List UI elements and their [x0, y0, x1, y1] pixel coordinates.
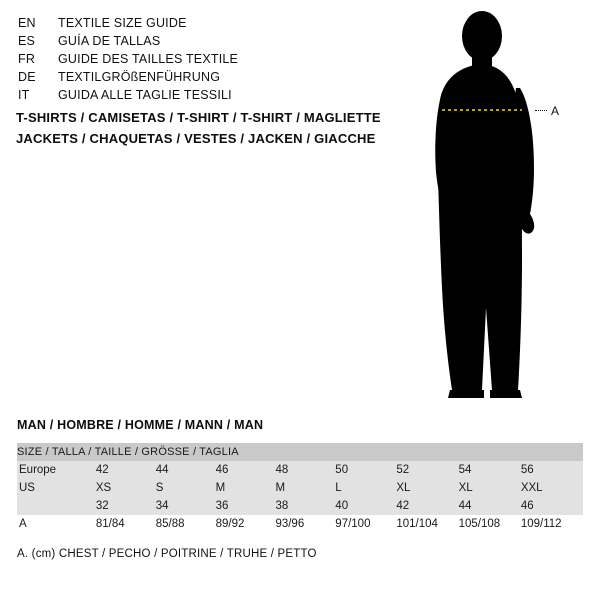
cell: 52: [396, 461, 458, 479]
cell: XS: [96, 479, 156, 497]
language-row: [18, 52, 378, 70]
cell: M: [275, 479, 335, 497]
table-row: [17, 479, 583, 497]
table-row: [17, 461, 583, 479]
cell: L: [335, 479, 396, 497]
footnote: A. (cm) CHEST / PECHO / POITRINE / TRUHE / PETTO: [17, 548, 317, 560]
language-text: GUÍA DE TALLAS: [58, 34, 161, 48]
cell: 93/96: [275, 515, 335, 533]
language-row: [18, 70, 378, 88]
row-label-us-numeric: [17, 497, 96, 515]
size-table: [17, 443, 583, 533]
cell: 101/104: [396, 515, 458, 533]
measure-leader-line: [535, 110, 547, 111]
gender-heading: MAN / HOMBRE / HOMME / MANN / MAN: [17, 418, 264, 432]
cell: 44: [156, 461, 216, 479]
cell: XXL: [521, 479, 583, 497]
row-label-a: A: [17, 515, 96, 533]
language-list: [18, 16, 378, 106]
measure-label-a: A: [551, 104, 560, 118]
table-row: [17, 515, 583, 533]
table-row: [17, 497, 583, 515]
cell: 44: [459, 497, 521, 515]
cell: 56: [521, 461, 583, 479]
cell: M: [216, 479, 276, 497]
cell: 81/84: [96, 515, 156, 533]
table-header-row: [17, 443, 583, 461]
cell: 89/92: [216, 515, 276, 533]
cell: 40: [335, 497, 396, 515]
language-row: [18, 88, 378, 106]
cell: 46: [521, 497, 583, 515]
cell: 97/100: [335, 515, 396, 533]
table-header-label: SIZE / TALLA / TAILLE / GRÖSSE / TAGLIA: [17, 443, 583, 461]
cell: 42: [96, 461, 156, 479]
cell: 34: [156, 497, 216, 515]
category-tshirts: T-SHIRTS / CAMISETAS / T-SHIRT / T-SHIRT / MAGLIETTE: [16, 110, 381, 125]
language-code: FR: [18, 52, 36, 66]
cell: 105/108: [459, 515, 521, 533]
cell: 36: [216, 497, 276, 515]
cell: 38: [275, 497, 335, 515]
cell: S: [156, 479, 216, 497]
language-row: [18, 34, 378, 52]
language-text: TEXTILE SIZE GUIDE: [58, 16, 187, 30]
cell: 42: [396, 497, 458, 515]
language-code: ES: [18, 34, 36, 48]
cell: 50: [335, 461, 396, 479]
cell: 48: [275, 461, 335, 479]
language-code: IT: [18, 88, 30, 102]
cell: 54: [459, 461, 521, 479]
cell: XL: [459, 479, 521, 497]
language-text: GUIDE DES TAILLES TEXTILE: [58, 52, 239, 66]
cell: 109/112: [521, 515, 583, 533]
row-label-us: US: [17, 479, 96, 497]
language-text: TEXTILGRÖßENFÜHRUNG: [58, 70, 221, 84]
category-jackets: JACKETS / CHAQUETAS / VESTES / JACKEN / GIACCHE: [16, 131, 376, 146]
cell: XL: [396, 479, 458, 497]
cell: 85/88: [156, 515, 216, 533]
cell: 32: [96, 497, 156, 515]
body-silhouette: [410, 8, 590, 398]
language-code: DE: [18, 70, 36, 84]
cell: 46: [216, 461, 276, 479]
language-code: EN: [18, 16, 36, 30]
language-text: GUIDA ALLE TAGLIE TESSILI: [58, 88, 232, 102]
category-headings: [16, 110, 416, 152]
language-row: [18, 16, 378, 34]
row-label-europe: Europe: [17, 461, 96, 479]
